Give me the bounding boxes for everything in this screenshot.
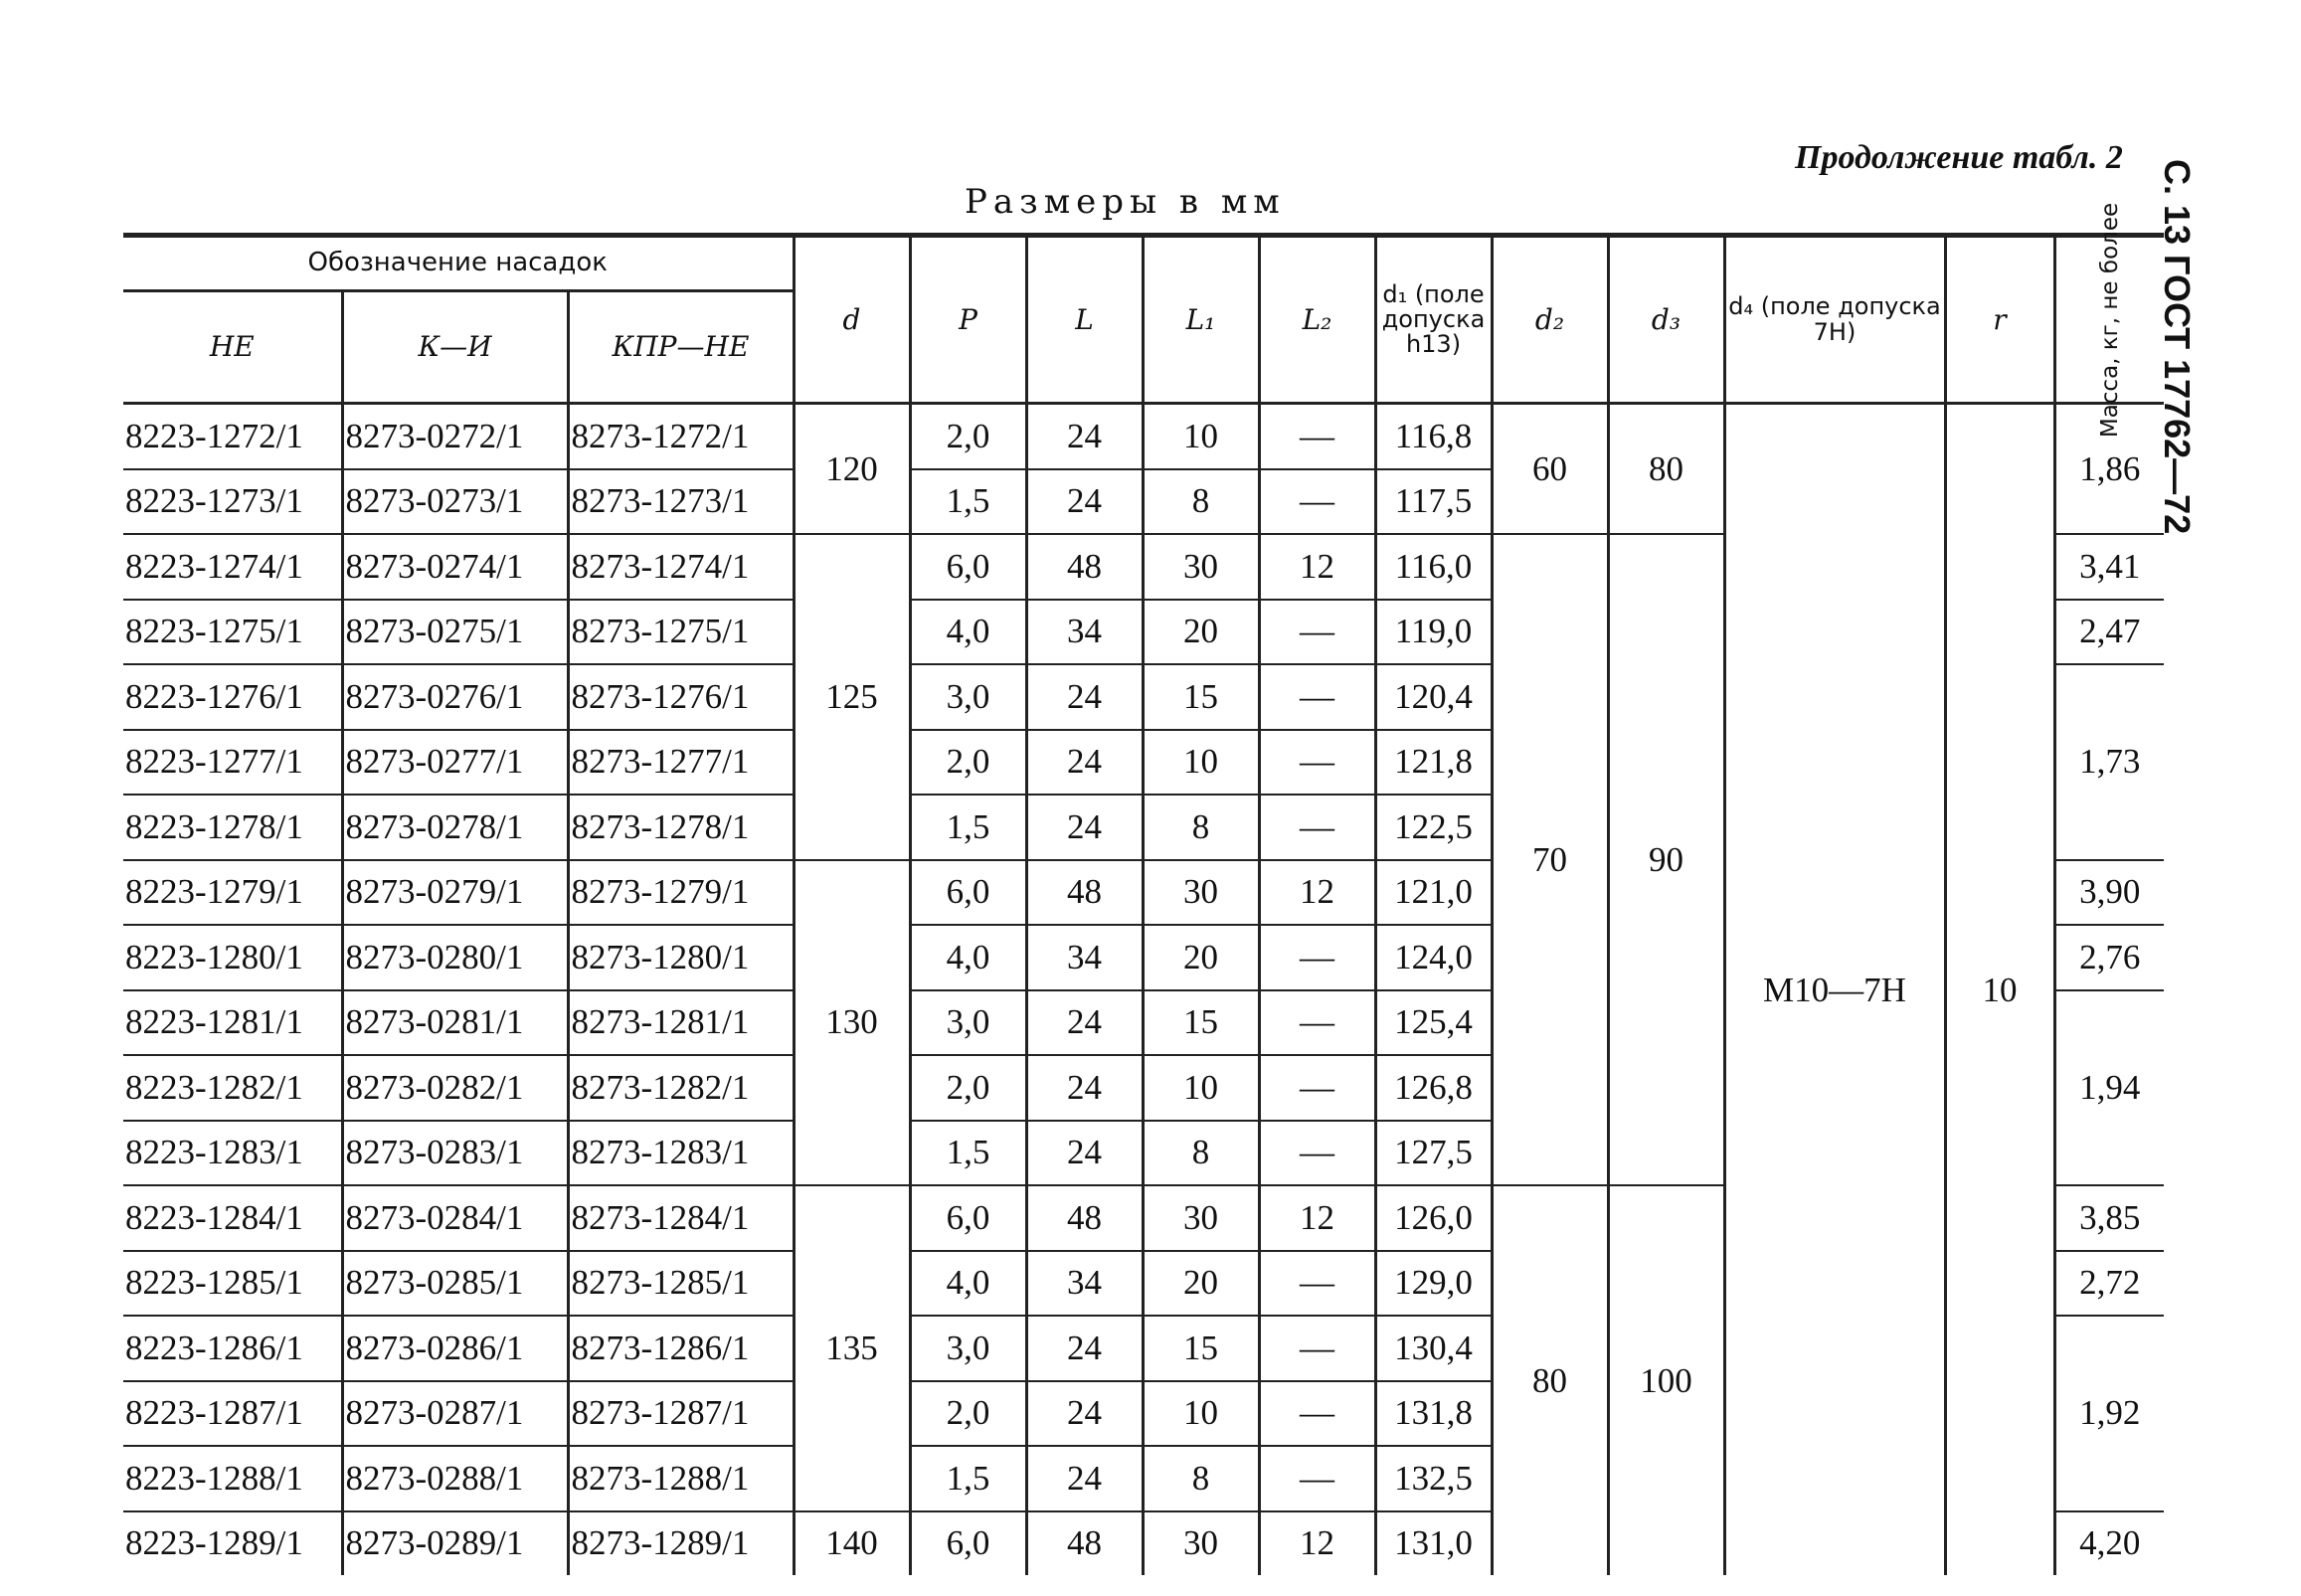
- cell-p: 2,0: [910, 1055, 1026, 1121]
- cell-l2: —: [1259, 469, 1375, 535]
- cell-l2: —: [1259, 1121, 1375, 1186]
- header-designation-group: Обозначение насадок: [123, 236, 794, 291]
- cell-l2: —: [1259, 1251, 1375, 1317]
- cell-p: 3,0: [910, 990, 1026, 1056]
- cell-d1: 132,5: [1375, 1446, 1492, 1511]
- cell-d1: 124,0: [1375, 925, 1492, 990]
- cell-d3: 100: [1608, 1185, 1724, 1575]
- cell-kpr: 8273-1282/1: [568, 1055, 794, 1121]
- cell-l2: —: [1259, 730, 1375, 796]
- cell-ki: 8273-0274/1: [342, 534, 568, 600]
- cell-l2: —: [1259, 925, 1375, 990]
- cell-he: 8223-1277/1: [123, 730, 342, 796]
- cell-l1: 30: [1143, 1185, 1259, 1251]
- header-ki: К—И: [342, 291, 568, 404]
- cell-d: 120: [794, 404, 910, 535]
- cell-p: 3,0: [910, 664, 1026, 730]
- cell-l: 48: [1026, 534, 1143, 600]
- cell-p: 1,5: [910, 1121, 1026, 1186]
- cell-d1: 129,0: [1375, 1251, 1492, 1317]
- cell-l1: 30: [1143, 534, 1259, 600]
- cell-l1: 15: [1143, 1316, 1259, 1381]
- cell-p: 4,0: [910, 925, 1026, 990]
- cell-he: 8223-1274/1: [123, 534, 342, 600]
- cell-d: 130: [794, 860, 910, 1186]
- cell-ki: 8273-0273/1: [342, 469, 568, 535]
- cell-p: 1,5: [910, 795, 1026, 860]
- cell-kpr: 8273-1279/1: [568, 860, 794, 926]
- cell-ki: 8273-0282/1: [342, 1055, 568, 1121]
- cell-d1: 125,4: [1375, 990, 1492, 1056]
- cell-he: 8223-1284/1: [123, 1185, 342, 1251]
- cell-ki: 8273-0276/1: [342, 664, 568, 730]
- cell-mass: 1,94: [2054, 990, 2164, 1186]
- cell-kpr: 8273-1281/1: [568, 990, 794, 1056]
- cell-l: 24: [1026, 664, 1143, 730]
- cell-mass: 2,76: [2054, 925, 2164, 990]
- cell-p: 3,0: [910, 1316, 1026, 1381]
- cell-l2: —: [1259, 795, 1375, 860]
- cell-p: 6,0: [910, 1185, 1026, 1251]
- header-d4: d₄ (поле допуска 7H): [1724, 236, 1945, 404]
- cell-p: 4,0: [910, 1251, 1026, 1317]
- cell-kpr: 8273-1273/1: [568, 469, 794, 535]
- cell-d2: 80: [1492, 1185, 1608, 1575]
- cell-d1: 116,8: [1375, 404, 1492, 469]
- cell-l: 24: [1026, 1055, 1143, 1121]
- cell-d1: 117,5: [1375, 469, 1492, 535]
- cell-d: 140: [794, 1511, 910, 1576]
- cell-d1: 127,5: [1375, 1121, 1492, 1186]
- cell-l2: —: [1259, 1446, 1375, 1511]
- table-continuation-label: Продолжение табл. 2: [1795, 139, 2123, 176]
- cell-l2: —: [1259, 404, 1375, 469]
- cell-ki: 8273-0275/1: [342, 600, 568, 665]
- cell-l1: 30: [1143, 1511, 1259, 1576]
- cell-d2: 60: [1492, 404, 1608, 535]
- cell-mass: 1,86: [2054, 404, 2164, 535]
- cell-mass: 1,92: [2054, 1316, 2164, 1511]
- cell-d1: 122,5: [1375, 795, 1492, 860]
- cell-kpr: 8273-1272/1: [568, 404, 794, 469]
- cell-l2: —: [1259, 1055, 1375, 1121]
- cell-he: 8223-1275/1: [123, 600, 342, 665]
- cell-l1: 10: [1143, 1055, 1259, 1121]
- cell-p: 2,0: [910, 730, 1026, 796]
- table-row: [123, 404, 2164, 469]
- cell-ki: 8273-0272/1: [342, 404, 568, 469]
- cell-d4: M10—7H: [1724, 404, 1945, 1576]
- cell-d1: 121,8: [1375, 730, 1492, 796]
- cell-p: 6,0: [910, 860, 1026, 926]
- cell-l: 24: [1026, 795, 1143, 860]
- cell-l1: 15: [1143, 664, 1259, 730]
- cell-d1: 130,4: [1375, 1316, 1492, 1381]
- cell-d1: 121,0: [1375, 860, 1492, 926]
- cell-ki: 8273-0281/1: [342, 990, 568, 1056]
- cell-kpr: 8273-1278/1: [568, 795, 794, 860]
- cell-l: 48: [1026, 1511, 1143, 1576]
- header-l2: L₂: [1259, 236, 1375, 404]
- cell-d1: 116,0: [1375, 534, 1492, 600]
- cell-kpr: 8273-1275/1: [568, 600, 794, 665]
- cell-kpr: 8273-1286/1: [568, 1316, 794, 1381]
- cell-ki: 8273-0289/1: [342, 1511, 568, 1576]
- cell-kpr: 8273-1276/1: [568, 664, 794, 730]
- cell-ki: 8273-0280/1: [342, 925, 568, 990]
- cell-d1: 119,0: [1375, 600, 1492, 665]
- cell-mass: 1,73: [2054, 664, 2164, 860]
- units-caption: Размеры в мм: [965, 182, 1286, 222]
- header-he: НЕ: [123, 291, 342, 404]
- cell-mass: 4,20: [2054, 1511, 2164, 1576]
- cell-l1: 10: [1143, 730, 1259, 796]
- cell-he: 8223-1287/1: [123, 1381, 342, 1447]
- cell-d1: 131,8: [1375, 1381, 1492, 1447]
- cell-l1: 10: [1143, 1381, 1259, 1447]
- cell-l2: 12: [1259, 860, 1375, 926]
- cell-l1: 8: [1143, 1121, 1259, 1186]
- cell-kpr: 8273-1289/1: [568, 1511, 794, 1576]
- cell-ki: 8273-0285/1: [342, 1251, 568, 1317]
- cell-kpr: 8273-1277/1: [568, 730, 794, 796]
- header-mass-text: Масса, кг, не более: [2096, 202, 2123, 438]
- cell-kpr: 8273-1288/1: [568, 1446, 794, 1511]
- cell-he: 8223-1280/1: [123, 925, 342, 990]
- cell-he: 8223-1283/1: [123, 1121, 342, 1186]
- cell-l2: —: [1259, 664, 1375, 730]
- cell-p: 4,0: [910, 600, 1026, 665]
- cell-ki: 8273-0279/1: [342, 860, 568, 926]
- cell-l1: 8: [1143, 795, 1259, 860]
- cell-d3: 90: [1608, 534, 1724, 1185]
- cell-l1: 8: [1143, 1446, 1259, 1511]
- cell-l: 34: [1026, 600, 1143, 665]
- cell-r: 10: [1945, 404, 2054, 1576]
- cell-l: 24: [1026, 469, 1143, 535]
- cell-d: 125: [794, 534, 910, 860]
- cell-mass: 2,72: [2054, 1251, 2164, 1317]
- cell-ki: 8273-0278/1: [342, 795, 568, 860]
- cell-l2: —: [1259, 1316, 1375, 1381]
- cell-he: 8223-1272/1: [123, 404, 342, 469]
- cell-l: 24: [1026, 1316, 1143, 1381]
- cell-d1: 131,0: [1375, 1511, 1492, 1576]
- header-mass: [2054, 202, 2164, 438]
- cell-l: 24: [1026, 404, 1143, 469]
- side-page-title: [2157, 159, 2227, 587]
- cell-l1: 30: [1143, 860, 1259, 926]
- cell-p: 6,0: [910, 1511, 1026, 1576]
- header-d2: d₂: [1492, 236, 1608, 404]
- cell-d1: 126,0: [1375, 1185, 1492, 1251]
- cell-l2: —: [1259, 600, 1375, 665]
- cell-kpr: 8273-1280/1: [568, 925, 794, 990]
- cell-l2: 12: [1259, 1511, 1375, 1576]
- header-l1: L₁: [1143, 236, 1259, 404]
- cell-he: 8223-1273/1: [123, 469, 342, 535]
- cell-he: 8223-1286/1: [123, 1316, 342, 1381]
- cell-he: 8223-1289/1: [125, 1523, 303, 1563]
- cell-ki: 8273-0286/1: [342, 1316, 568, 1381]
- cell-he: 8223-1288/1: [123, 1446, 342, 1511]
- header-d: d: [794, 236, 910, 404]
- cell-ki: 8273-0277/1: [342, 730, 568, 796]
- cell-mass: 3,85: [2054, 1185, 2164, 1251]
- cell-p: 2,0: [910, 404, 1026, 469]
- cell-l: 48: [1026, 860, 1143, 926]
- header-d3: d₃: [1608, 236, 1724, 404]
- cell-mass: 2,47: [2054, 600, 2164, 665]
- cell-d3: 80: [1608, 404, 1724, 535]
- cell-l1: 15: [1143, 990, 1259, 1056]
- cell-d: 135: [794, 1185, 910, 1511]
- header-l: L: [1026, 236, 1143, 404]
- cell-kpr: 8273-1287/1: [568, 1381, 794, 1447]
- cell-kpr: 8273-1284/1: [568, 1185, 794, 1251]
- cell-l1: 10: [1143, 404, 1259, 469]
- cell-he: 8223-1278/1: [123, 795, 342, 860]
- cell-l1: 20: [1143, 925, 1259, 990]
- cell-d2: 70: [1492, 534, 1608, 1185]
- cell-he: 8223-1279/1: [123, 860, 342, 926]
- cell-l: 34: [1026, 1251, 1143, 1317]
- cell-mass: 3,90: [2054, 860, 2164, 926]
- cell-l1: 20: [1143, 1251, 1259, 1317]
- cell-ki: 8273-0283/1: [342, 1121, 568, 1186]
- cell-ki: 8273-0288/1: [342, 1446, 568, 1511]
- cell-ki: 8273-0287/1: [342, 1381, 568, 1447]
- cell-p: 2,0: [910, 1381, 1026, 1447]
- header-d1: d₁ (поле допуска h13): [1375, 236, 1492, 404]
- cell-l1: 20: [1143, 600, 1259, 665]
- cell-l: 34: [1026, 925, 1143, 990]
- cell-l2: 12: [1259, 534, 1375, 600]
- cell-p: 6,0: [910, 534, 1026, 600]
- cell-mass: 3,41: [2054, 534, 2164, 600]
- cell-kpr: 8273-1283/1: [568, 1121, 794, 1186]
- cell-he: 8223-1276/1: [123, 664, 342, 730]
- cell-d1: 120,4: [1375, 664, 1492, 730]
- side-title-text: С. 13 ГОСТ 17762—72: [2157, 159, 2198, 535]
- cell-l: 24: [1026, 990, 1143, 1056]
- cell-p: 1,5: [910, 1446, 1026, 1511]
- cell-ki: 8273-0284/1: [342, 1185, 568, 1251]
- cell-l: 48: [1026, 1185, 1143, 1251]
- cell-p: 1,5: [910, 469, 1026, 535]
- cell-l: 24: [1026, 1381, 1143, 1447]
- cell-l: 24: [1026, 730, 1143, 796]
- header-p: P: [910, 236, 1026, 404]
- cell-kpr: 8273-1274/1: [568, 534, 794, 600]
- cell-kpr: 8273-1285/1: [568, 1251, 794, 1317]
- cell-l: 24: [1026, 1446, 1143, 1511]
- cell-he: 8223-1281/1: [123, 990, 342, 1056]
- header-r: r: [1945, 236, 2054, 404]
- cell-l1: 8: [1143, 469, 1259, 535]
- cell-he: 8223-1285/1: [123, 1251, 342, 1317]
- cell-l: 24: [1026, 1121, 1143, 1186]
- cell-d1: 126,8: [1375, 1055, 1492, 1121]
- cell-he: 8223-1282/1: [123, 1055, 342, 1121]
- cell-l2: 12: [1259, 1185, 1375, 1251]
- header-kpr: КПР—НЕ: [568, 291, 794, 404]
- cell-l2: —: [1259, 1381, 1375, 1447]
- cell-l2: —: [1259, 990, 1375, 1056]
